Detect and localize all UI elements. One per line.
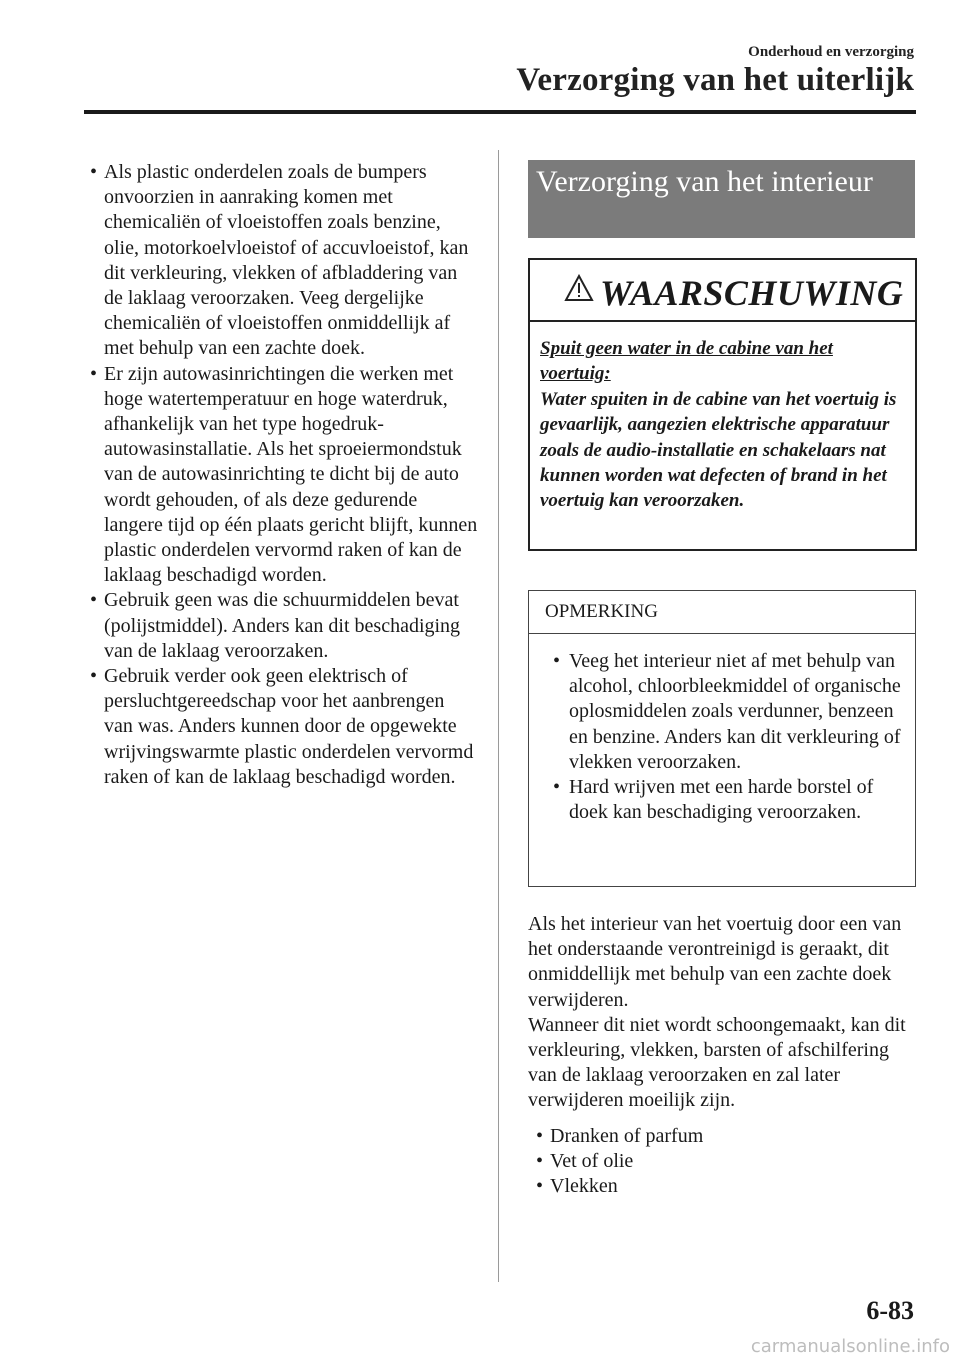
page-number: 6-83 (866, 1296, 914, 1325)
list-item: • Vet of olie (536, 1149, 906, 1174)
note-body (547, 649, 907, 825)
bullet-icon: • (536, 1150, 544, 1173)
list-item: • Er zijn autowasinrichtingen die werken met hoge watertemperatuur en hoge waterdruk, afhankelijk van het type hogedruk-autowasinstallatie. Als het sproeiermondstuk van de autowasinrichting te dicht bij de auto wordt gehouden, of als deze gedurende langere tijd op één plaats gericht blijft, kunnen plastic onderdelen vervormd raken of kan de laklaag beschadigd worden. (90, 362, 478, 587)
warning-box (528, 258, 917, 551)
list-item: • Vlekken (536, 1174, 906, 1199)
warning-triangle-icon (564, 274, 594, 302)
warning-header (530, 260, 915, 322)
warning-body (540, 336, 908, 514)
bullet-icon: • (536, 1125, 544, 1147)
bullet-icon: • (90, 665, 98, 688)
header-section-label: Onderhoud en verzorging (748, 44, 914, 60)
bullet-icon: • (536, 1175, 544, 1198)
list-item: • Hard wrijven met een harde borstel of doek kan beschadiging veroorzaken. (553, 776, 874, 824)
page-title: Verzorging van het uiterlijk (516, 62, 914, 98)
list-item: • Dranken of parfum (536, 1124, 906, 1149)
note-label: OPMERKING (545, 601, 658, 622)
bullet-icon: • (90, 161, 98, 183)
bullet-icon: • (553, 650, 561, 672)
warning-heading: Spuit geen water in de cabine van het voertuig: (540, 338, 833, 385)
list-item: • Als plastic onderdelen zoals de bumpers onvoorzien in aanraking komen met chemicaliën of vloeistoffen zoals benzine, olie, motorkoelvloeistof of accuvloeistof, kan dit verkleuring, vlekken of afbladdering van de laklaag veroorzaken. Veeg dergelijke chemicaliën of vloeistoffen onmiddellijk af met behulp van een zachte doek. (90, 161, 469, 360)
header-rule (84, 110, 916, 114)
body-text (528, 912, 914, 1114)
contaminant-list (536, 1124, 906, 1200)
list-item: • Gebruik geen was die schuurmiddelen bevat (polijstmiddel). Anders kan dit beschadiging van de laklaag veroorzaken. (90, 589, 461, 662)
bullet-icon: • (90, 362, 98, 385)
bullet-icon: • (553, 776, 561, 799)
note-box (528, 590, 916, 887)
footer-watermark: carmanualsonline.info (750, 1336, 950, 1357)
list-item: • Gebruik verder ook geen elektrisch of persluchtgereedschap voor het aanbrengen van was. Anders kunnen door de opgewekte wrijvingswarmte plastic onderdelen vervormd raken of kan de laklaag beschadigd worden. (90, 665, 474, 788)
column-divider (498, 150, 499, 1282)
list-item: • Veeg het interieur niet af met behulp van alcohol, chloorbleekmiddel of organische oplosmiddelen zoals verdunner, benzeen en benzine. Anders kan dit verkleuring of vlekken veroorzaken. (553, 650, 901, 773)
left-column (86, 160, 478, 790)
note-header (529, 591, 915, 634)
warning-text: Water spuiten in de cabine van het voertuig is gevaarlijk, aangezien elektrische apparatuur zoals de audio-installatie en schakelaars nat kunnen worden wat defecten of brand in het voertuig kan veroorzaken. (540, 388, 897, 512)
section-heading: Verzorging van het interieur (536, 165, 873, 198)
paragraph: Als het interieur van het voertuig door een van het onderstaande verontreinigd is geraakt, dit onmiddellijk met behulp van een zachte doek verwijderen. (528, 913, 902, 1011)
paragraph: Wanneer dit niet wordt schoongemaakt, kan dit verkleuring, vlekken, barsten of afschilfering van de laklaag veroorzaken en zal later verwijderen moeilijk zijn. (528, 1013, 906, 1112)
warning-label: WAARSCHUWING (600, 273, 904, 313)
section-heading-box (528, 160, 915, 238)
bullet-icon: • (90, 589, 98, 612)
